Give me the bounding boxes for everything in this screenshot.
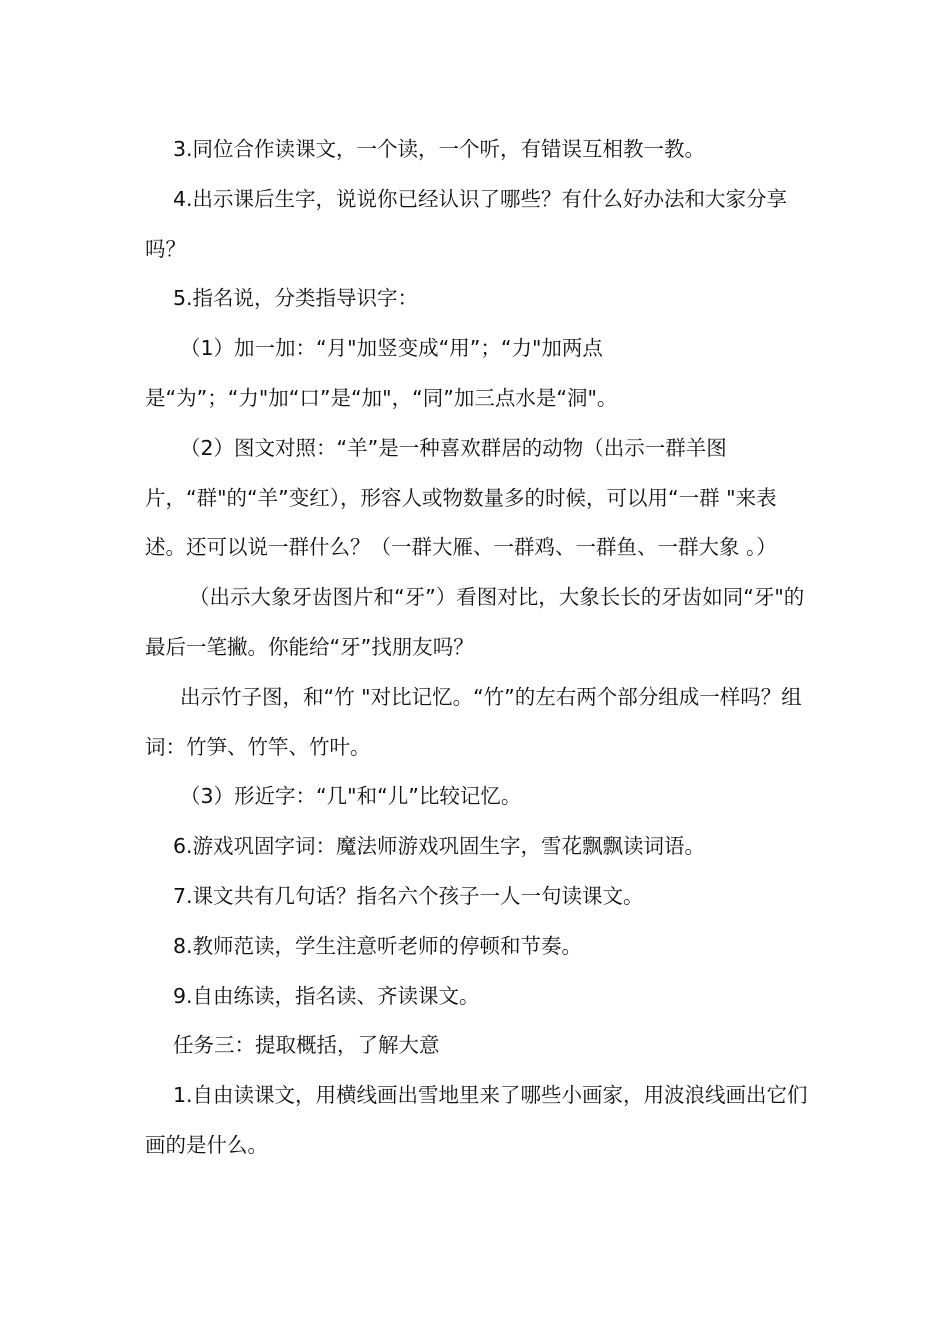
paragraph-sub-2: （2）图文对照：“羊”是一种喜欢群居的动物（出示一群羊图片，“群"的“羊”变红），形容人或物数量多的时候，可以用“一群 "来表述。还可以说一群什么？（一群大雁、一群鸡、一群鱼、一群大象 。） xyxy=(145,435,777,560)
paragraph-sub-1: （1）加一加：“月"加竖变成“用”；“力"加两点是“为”；“力"加“口”是“加"，“同”加三点水是“洞"。 xyxy=(145,336,618,410)
paragraph-task-3-step-1: 1.自由读课文，用横线画出雪地里来了哪些小画家，用波浪线画出它们画的是什么。 xyxy=(145,1083,808,1157)
paragraph-step-9: 9.自由练读，指名读、齐读课文。 xyxy=(173,983,480,1008)
paragraph-sub-3: （3）形近字：“几"和“儿”比较记忆。 xyxy=(180,784,522,809)
section-heading-task-3: 任务三：提取概括，了解大意 xyxy=(173,1033,440,1058)
paragraph-step-5: 5.指名说，分类指导识字： xyxy=(173,286,419,311)
paragraph-step-8: 8.教师范读，学生注意听老师的停顿和节奏。 xyxy=(173,933,583,958)
paragraph-step-4: 4.出示课后生字，说说你已经认识了哪些？有什么好办法和大家分享吗？ xyxy=(145,186,788,261)
paragraph-step-3: 3.同位合作读课文，一个读，一个听，有错误互相教一教。 xyxy=(173,137,706,161)
paragraph-bamboo-image: 出示竹子图，和“竹 "对比记忆。“竹”的左右两个部分组成一样吗？组词：竹笋、竹竿、竹叶。 xyxy=(145,684,802,759)
paragraph-step-7: 7.课文共有几句话？指名六个孩子一人一句读课文。 xyxy=(173,883,644,908)
paragraph-step-6: 6.游戏巩固字词：魔法师游戏巩固生字，雪花飘飘读词语。 xyxy=(173,834,706,859)
document-body xyxy=(145,125,810,1171)
paragraph-tooth-image: （出示大象牙齿图片和“牙”）看图对比，大象长长的牙齿如同“牙"的最后一笔撇。你能给“牙”找朋友吗？ xyxy=(145,585,805,659)
